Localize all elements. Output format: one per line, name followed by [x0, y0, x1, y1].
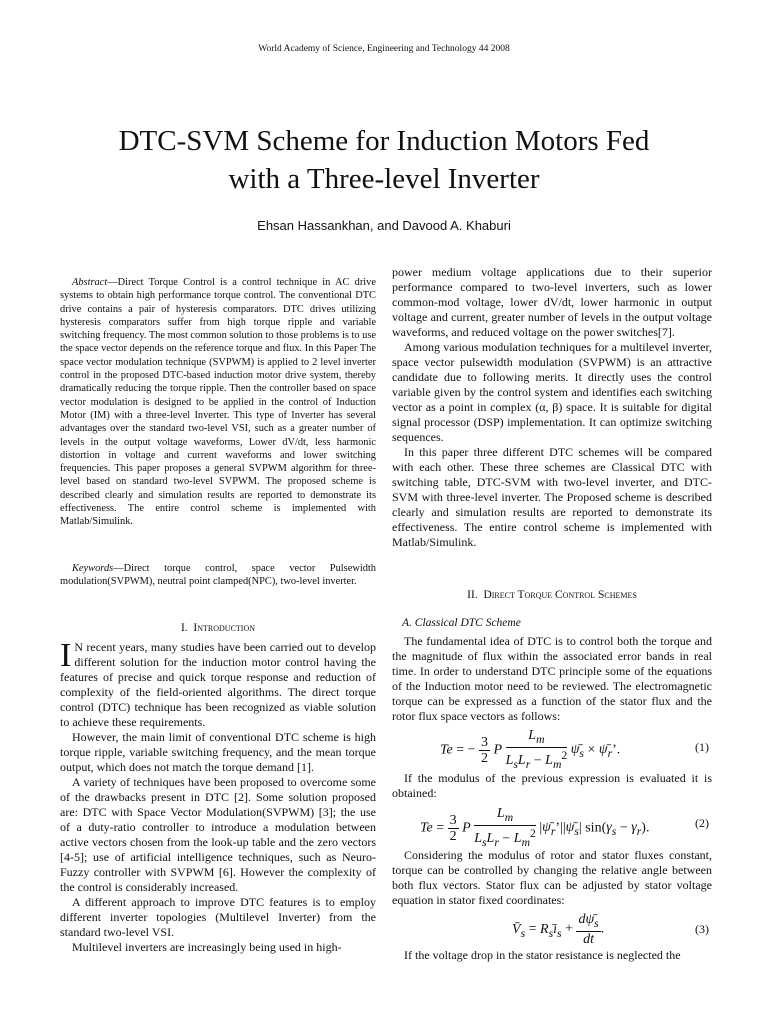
dtc-paragraph-3: Considering the modulus of rotor and stator fluxes constant, torque can be controlled by changing the relative angle between both flux vectors. Stator flux can be adjusted by stator voltage equation in stator fixed coordinates:	[392, 848, 712, 907]
keywords-text: —Direct torque control, space vector Pulsewidth modulation(SVPWM), neutral point clamped(NPC), two-level inverter.	[60, 563, 376, 588]
section-2-title: Direct Torque Control Schemes	[483, 589, 637, 601]
introduction-body	[60, 637, 376, 955]
abstract	[60, 276, 376, 529]
section-2-paragraph-1	[392, 634, 712, 724]
dtc-paragraph-2: If the modulus of the previous expression is evaluated it is obtained:	[392, 771, 712, 800]
keywords-label: Keywords	[72, 563, 114, 574]
intro-paragraph-5: Multilevel inverters are increasingly being used in high-	[72, 940, 342, 954]
right-paragraph-1: Among various modulation techniques for a multilevel inverter, space vector pulsewidth modulation (SVPWM) is an attractive candidate due to following merits. It directly uses the control variable given by the control system and identifies each switching vector as a point in complex (α, β) space. It is suitable for digital signal processor (DSP) implementation. It can optimize switching sequences.	[392, 340, 712, 444]
equation-1-number: (1)	[695, 740, 709, 754]
intro-paragraph-4: A different approach to improve DTC features is to employ different inverter topologies (Multilevel Inverter) from the standard two-level VSI.	[60, 895, 376, 939]
section-2-paragraph-2	[392, 771, 712, 801]
authors: Ehsan Hassankhan, and Davood A. Khaburi	[257, 218, 511, 233]
section-1-number: I.	[180, 622, 188, 634]
equation-3-number: (3)	[695, 922, 709, 936]
right-column-body	[392, 265, 712, 550]
right-paragraph-0: power medium voltage applications due to their superior performance compared to two-level inverters, such as lower common-mod voltage, lower dV/dt, lower harmonic in output voltage and current, greater number of levels in the output voltage waveforms, and reduced voltage on the power switches[7].	[392, 265, 712, 339]
intro-paragraph-2: However, the main limit of conventional DTC scheme is high torque ripple, variable switching frequency, and the mean torque output, which does not match the torque demand [1].	[60, 730, 376, 774]
section-2-paragraph-4	[392, 948, 712, 963]
dtc-paragraph-1: The fundamental idea of DTC is to control both the torque and the magnitude of flux within the associated error bands in real time. In order to understand DTC principle some of the equations of the Induction motor need to be reviewed. The electromagnetic torque can be expressed as a function of the stator flux and the rotor flux space vectors as follows:	[392, 634, 712, 723]
intro-paragraph-1: N recent years, many studies have been carried out to develop different solution for the induction motor control having the features of precise and quick torque response and reduction of complexity of the field-oriented algorithms. The direct torque control (DTC) technique has been recognized as viable solution to achieve these requirements.	[60, 640, 376, 729]
equation-3: $V̄_s$ = $R_s̄i_s$ + $\frac{d\psī_s}{dt}$ .	[512, 912, 605, 947]
section-1-heading	[60, 622, 376, 634]
intro-paragraph-3: A variety of techniques have been proposed to overcome some of the drawbacks present in DTC [2]. Some solution proposed are: DTC with Space Vector Modulation(SVPWM) [3]; the use of a duty-ratio controller to introduce a modulation between active vectors chosen from the look-up table and the zero vectors [4-5]; use of artificial intelligence techniques, such as Neuro-Fuzzy controller with SVPWM [6]. However the complexity of the control is considerably increased.	[60, 775, 376, 894]
title-line-1: DTC-SVM Scheme for Induction Motors Fed	[118, 125, 650, 157]
title-line-2: with a Three-level Inverter	[228, 163, 540, 195]
abstract-label: Abstract	[72, 277, 108, 288]
dropcap: I	[60, 637, 72, 674]
abstract-text: —Direct Torque Control is a control technique in AC drive systems to obtain high performance torque control. The conventional DTC drive contains a pair of hysteresis comparators. DTC drives utilizing hysteresis comparators suffer from high torque ripple and variable switching frequency. The most common solution to those problems is to use the space vector depends on the reference torque and flux. In this Paper The space vector modulation technique (SVPWM) is applied to 2 level inverter control in the proposed DTC-based induction motor drive system, thereby dramatically reducing the torque ripple. Then the controller based on space vector modulation is designed to be applied in the control of Induction Motor (IM) with a three-level Inverter. This type of Inverter has several advantages over the standard two-level VSI, such as a greater number of levels in the output voltage waveforms, Lower dV/dt, less harmonic distortion in voltage and current waveforms and lower switching frequencies. This paper proposes a general SVPWM algorithm for three-level based on standard two-level SVPWM. The proposed scheme is described clearly and simulation results are reported to demonstrate its effectiveness. The entire control scheme is implemented with Matlab/Simulink.	[60, 277, 377, 528]
subsection-a-heading: A. Classical DTC Scheme	[402, 617, 521, 629]
section-2-number: II.	[467, 589, 478, 601]
journal-header: World Academy of Science, Engineering and Technology 44 2008	[258, 44, 510, 54]
section-2-heading	[392, 589, 712, 601]
equation-2-number: (2)	[695, 816, 709, 830]
keywords	[60, 562, 376, 589]
equation-1: Te = − $\frac{3}{2}$ P $\frac{L_m}{L_sL_r - L_m^2}$ $\psī_s$ × $\psī_r$’.	[440, 728, 621, 772]
dtc-paragraph-4: If the voltage drop in the stator resistance is neglected the	[404, 948, 681, 962]
section-2-paragraph-3	[392, 848, 712, 908]
section-1-title: Introduction	[193, 622, 256, 634]
right-paragraph-2: In this paper three different DTC schemes will be compared with each other. These three schemes are Classical DTC with switching table, DTC-SVM with two-level inverter, and DTC-SVM with three-level inverter. The Proposed scheme is described clearly and simulation results are reported to demonstrate its effectiveness. The entire control scheme is implemented with Matlab/Simulink.	[392, 445, 712, 549]
equation-2: Te = $\frac{3}{2}$ P $\frac{L_m}{L_sL_r - L_m^2}$ $|\psī_r’||\psī_s|$ $\sin(\gamma_s - \gamma_r)$.	[420, 806, 650, 850]
paper-title	[40, 122, 728, 198]
